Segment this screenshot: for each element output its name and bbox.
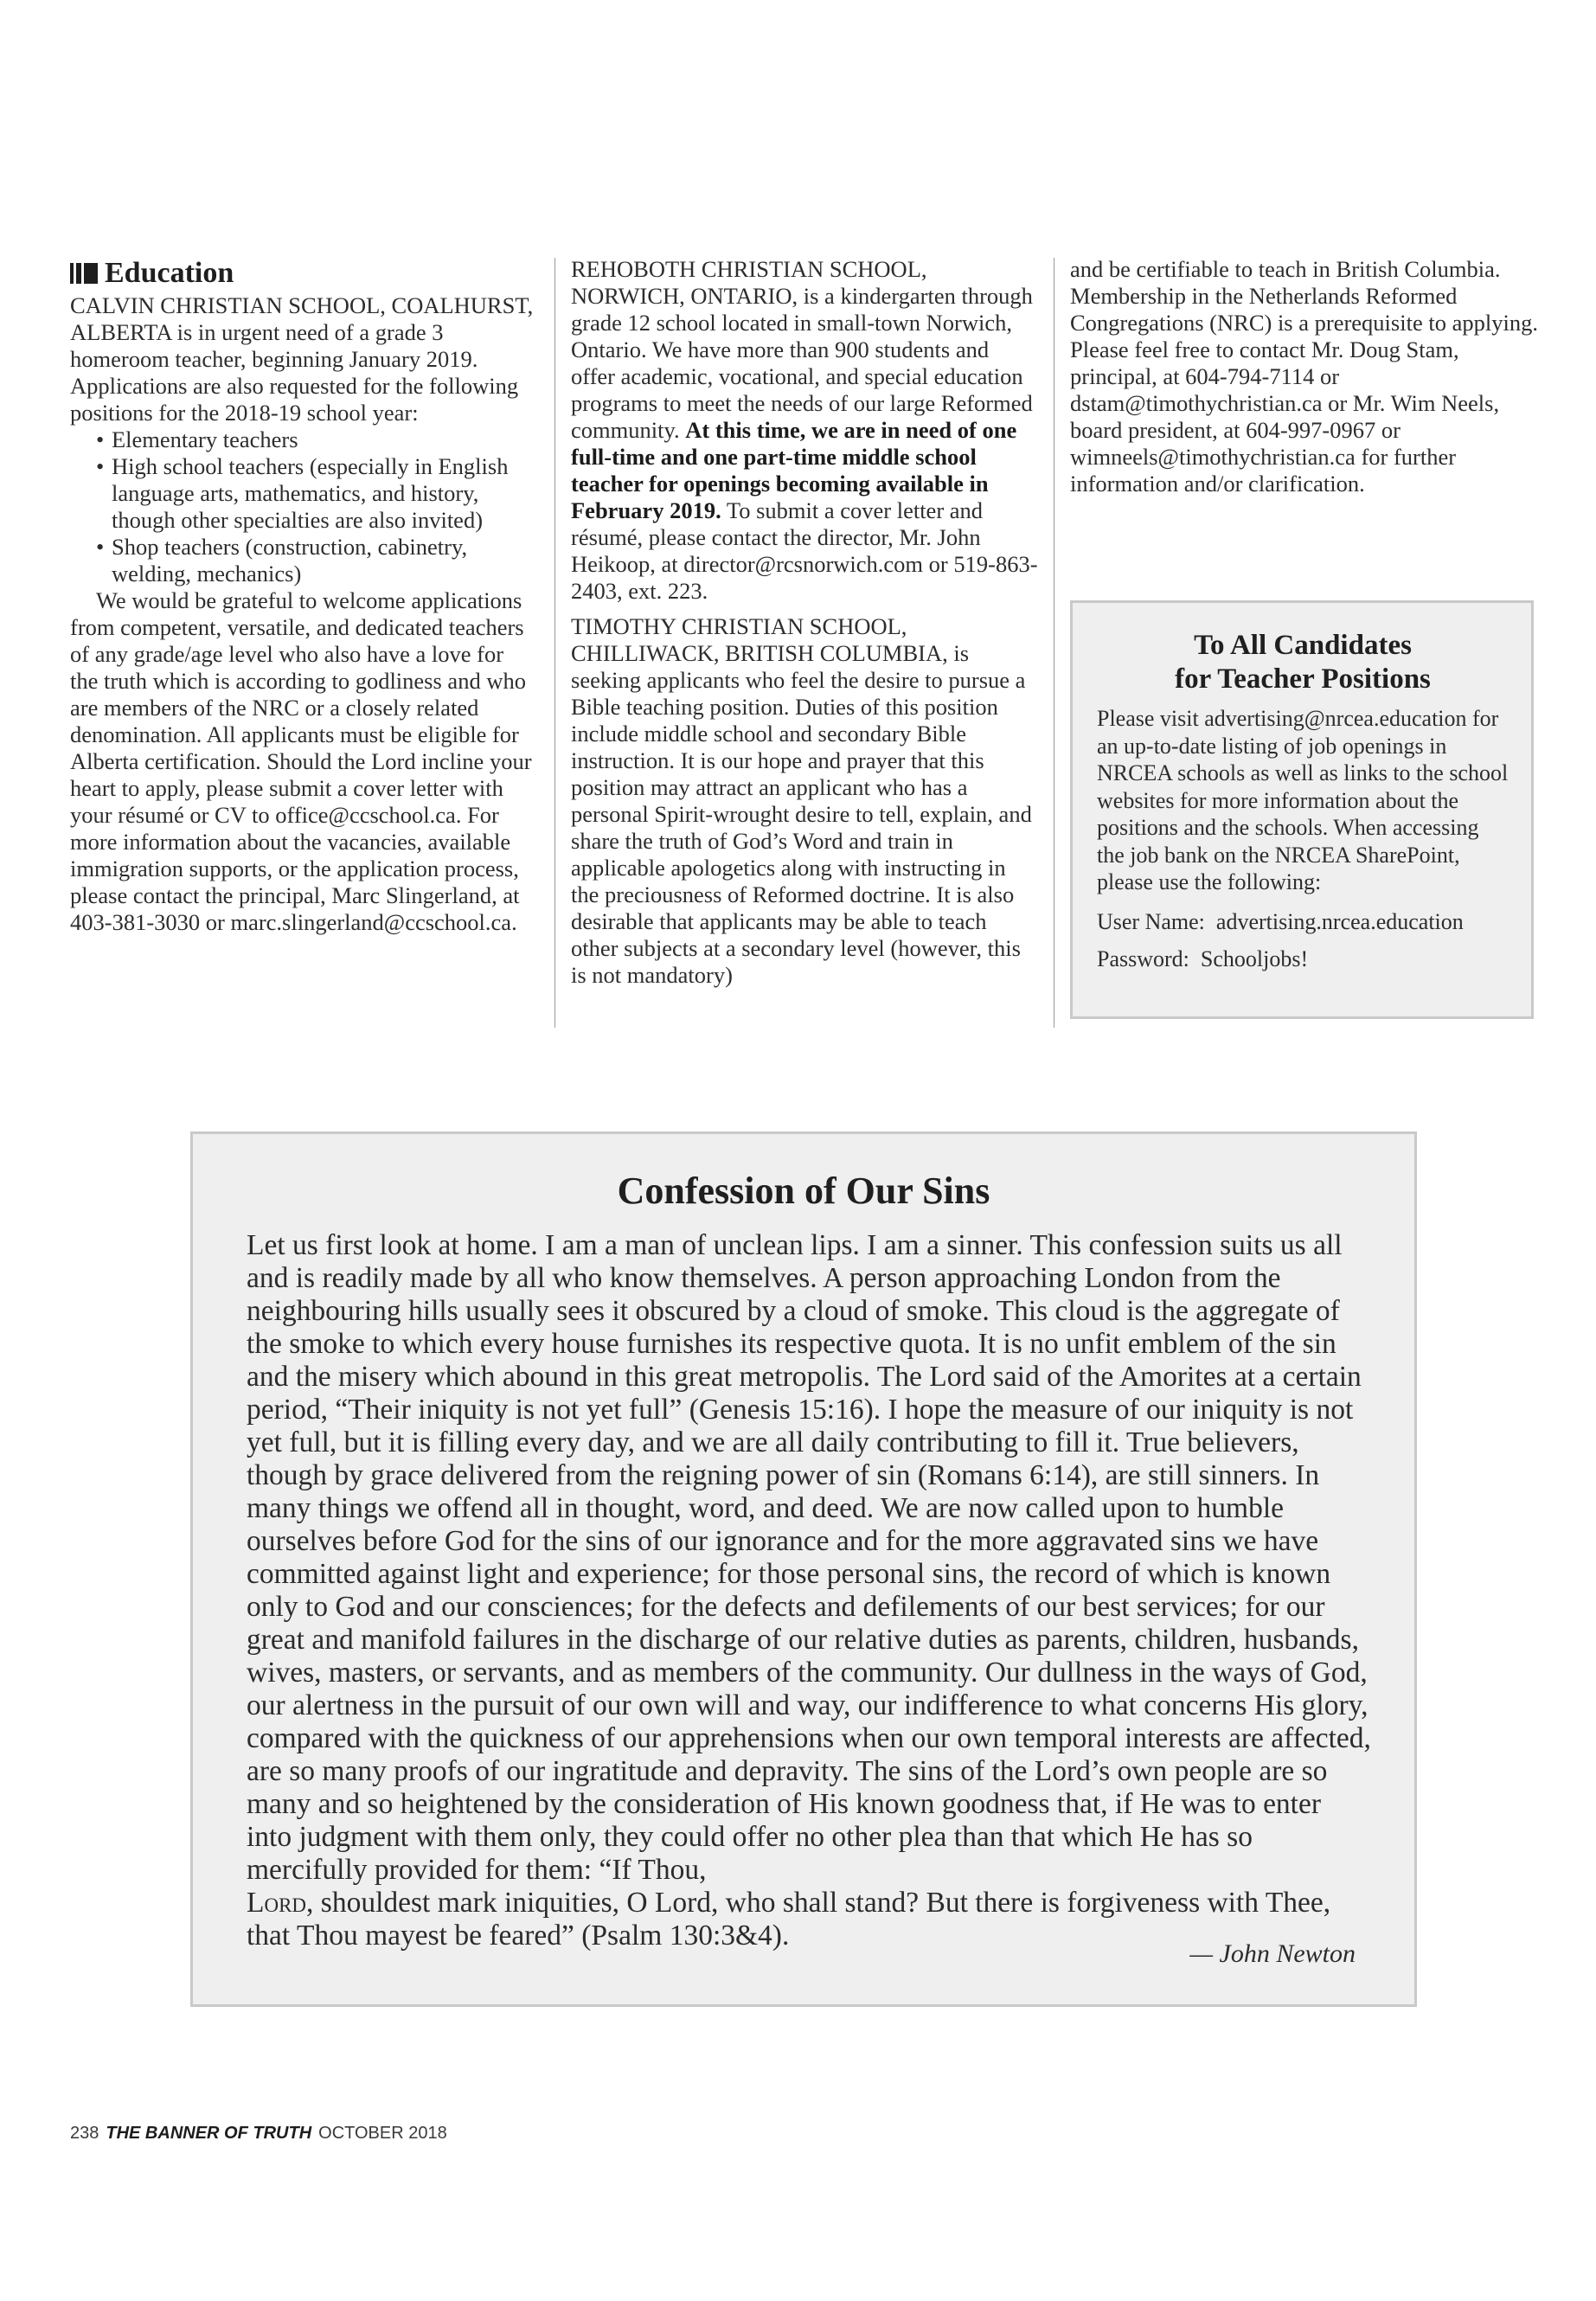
username-line [1097, 908, 1509, 935]
notice-title [1097, 629, 1509, 696]
issue-date: OCTOBER 2018 [318, 2124, 447, 2143]
column-right [1070, 256, 1542, 497]
column-left [70, 256, 537, 936]
section-title: Education [105, 257, 234, 289]
quote-lord: Lord [247, 1887, 307, 1919]
password-label: Password: [1097, 945, 1189, 971]
publication-name: THE BANNER OF TRUTH [106, 2124, 312, 2143]
username-value: advertising.nrcea.education [1215, 908, 1464, 934]
timothy-ad-continued: and be certifiable to teach in British Columbia. Membership in the Netherlands Reformed Congregations (NRC) is a prerequisite to applying. Please feel free to contact Mr. Doug Stam, principal, at 604-794-7114 or dstam@timothychristian.ca or Mr. Wim Neels, board president, at 604-997-0967 or wimneels@timothychristian.ca for further information and/or clarification. [1070, 256, 1538, 497]
list-item: • Shop teachers (construction, cabinetry, welding, mechanics) [112, 534, 537, 587]
calvin-ad-intro: CALVIN CHRISTIAN SCHOOL, COALHURST, ALBERTA is in urgent need of a grade 3 homeroom teacher, beginning January 2019. Applications are also requested for the following positions for the 2018-19 school year: [70, 292, 534, 426]
page-number: 238 [70, 2124, 99, 2143]
quote-body [247, 1229, 1371, 1952]
list-item: • Elementary teachers [112, 426, 537, 453]
position-list [70, 426, 537, 587]
quote-attribution: — John Newton [1189, 1939, 1356, 1968]
quote-text-end: , shouldest mark iniquities, O Lord, who shall stand? But there is forgiveness with Thee, that Thou mayest be feared” (Psalm 130:3&4). [247, 1887, 1331, 1952]
rehoboth-ad-text: REHOBOTH CHRISTIAN SCHOOL, NORWICH, ONTARIO, is a kindergarten through grade 12 school located in small-town Norwich, Ontario. We have more than 900 students and offer academic, vocational, and special education programs to meet the needs of our large Reformed community. [571, 256, 1033, 443]
notice-title-line: for Teacher Positions [1175, 663, 1431, 695]
rehoboth-ad-highlight: At this time, we are in need of one full-time and one part-time middle school teacher for openings becoming available in February 2019. [571, 417, 1017, 523]
confession-quote-box [190, 1131, 1417, 2007]
rehoboth-ad-contact: To submit a cover letter and résumé, please contact the director, Mr. John Heikoop, at director@rcsnorwich.com or 519-863-2403, ext. 223. [571, 497, 1038, 604]
notice-body: Please visit advertising@nrcea.education for an up-to-date listing of job openings in NRCEA schools as well as links to the school websites for more information about the positions and the schools. When accessing the job bank on the NRCEA SharePoint, please use the following: [1097, 706, 1509, 894]
section-heading [70, 256, 537, 291]
password-line [1097, 945, 1509, 972]
password-value: Schooljobs! [1200, 945, 1309, 971]
list-item: • High school teachers (especially in English language arts, mathematics, and history, though other specialties are also invited) [112, 453, 537, 534]
section-marker-icon [70, 263, 98, 284]
column-divider [554, 258, 555, 1028]
quote-text: Let us first look at home. I am a man of unclean lips. I am a sinner. This confession suits us all and is readily made by all who know themselves. A person approaching London from the neighbouring hills usually sees it obscured by a cloud of smoke. This cloud is the aggregate of the smoke to which every house furnishes its respective quota. It is no unfit emblem of the sin and the misery which abound in this great metropolis. The Lord said of the Amorites at a certain period, “Their iniquity is not yet full” (Genesis 15:16). I hope the measure of our iniquity is not yet full, but it is filling every day, and we are all daily contributing to fill it. True believers, though by grace delivered from the reigning power of sin (Romans 6:14), are still sinners. In many things we offend all in thought, word, and deed. We are now called upon to humble ourselves before God for the sins of our ignorance and for the more aggravated sins we have committed against light and experience; for those personal sins, the record of which is known only to God and our consciences; for the defects and defilements of our best services; for our great and manifold failures in the discharge of our relative duties as parents, children, husbands, wives, masters, or servants, and as members of the community. Our dullness in the ways of God, our alertness in the pursuit of our own will and way, our indifference to what concerns His glory, compared with the quickness of our apprehensions when our own temporal interests are affected, are so many proofs of our ingratitude and depravity. The sins of the Lord’s own people are so many and so heightened by the consideration of His known goodness that, if He was to enter into judgment with them only, they could offer no other plea than that which He has so mercifully provided for them: “If Thou, [247, 1229, 1371, 1886]
notice-title-line: To All Candidates [1194, 630, 1412, 661]
timothy-ad: TIMOTHY CHRISTIAN SCHOOL, CHILLIWACK, BRITISH COLUMBIA, is seeking applicants who feel the desire to pursue a Bible teaching position. Duties of this position include middle school and secondary Bible instruction. It is our hope and prayer that this position may attract an applicant who has a personal Spirit-wrought desire to tell, explain, and share the truth of God’s Word and train in applicable apologetics along with instructing in the preciousness of Reformed doctrine. It is also desirable that applicants may be able to teach other subjects at a secondary level (however, this is not mandatory) [571, 613, 1032, 988]
calvin-ad-body: We would be grateful to welcome applications from competent, versatile, and dedicated teachers of any grade/age level who also have a love for the truth which is according to godliness and who are members of the NRC or a closely related denomination. All applicants must be eligible for Alberta certification. Should the Lord incline your heart to apply, please submit a cover letter with your résumé or CV to office@ccschool.ca. For more information about the vacancies, available immigration supports, or the application process, please contact the principal, Marc Slingerland, at 403-381-3030 or marc.slingerland@ccschool.ca. [70, 587, 532, 935]
candidates-notice-box [1070, 600, 1534, 1019]
quote-title: Confession of Our Sins [617, 1170, 990, 1212]
username-label: User Name: [1097, 908, 1205, 934]
column-middle [571, 256, 1038, 989]
page-footer [70, 2123, 447, 2144]
rehoboth-ad [571, 256, 1038, 605]
